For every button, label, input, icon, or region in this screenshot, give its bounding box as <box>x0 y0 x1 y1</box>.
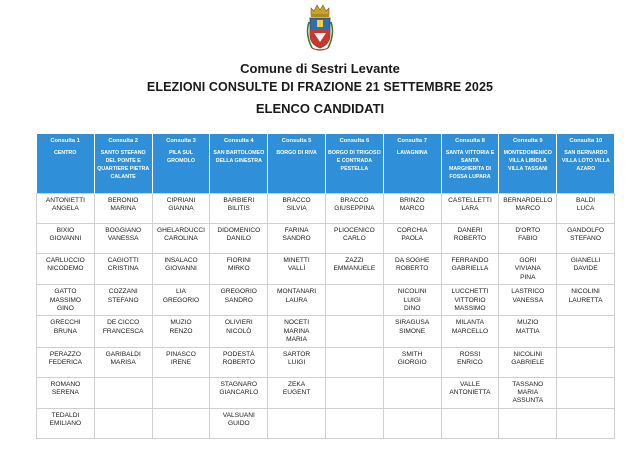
candidate-surname: PINASCO <box>166 350 196 358</box>
candidate-first-name: LUIGI <box>403 296 421 304</box>
empty-cell <box>325 316 383 347</box>
candidate-surname: GRECCHI <box>50 319 81 327</box>
candidate-surname: GIANELLI <box>570 257 601 264</box>
empty-cell <box>441 408 499 438</box>
consulta-header-3: Consulta 3 <box>152 134 210 147</box>
candidate-first-name: FEDERICA <box>48 359 83 367</box>
consulta-area-4: SAN BARTOLOMEO DELLA GINESTRA <box>210 147 268 194</box>
candidates-table <box>36 134 615 439</box>
candidate-first-name: SANDRO <box>224 296 253 304</box>
candidate-first-name: VITTORIO <box>454 296 486 304</box>
candidate-cell <box>94 224 152 254</box>
consulta-header-7: Consulta 7 <box>383 134 441 147</box>
candidate-surname: SARTOR <box>282 350 311 358</box>
candidate-cell <box>94 316 152 347</box>
candidate-cell <box>499 254 557 285</box>
candidate-first-name: CARLO <box>343 235 366 243</box>
candidate-cell <box>152 194 210 224</box>
candidate-surname: STAGNARO <box>220 380 258 388</box>
candidate-first-name: SILVIA <box>286 205 307 213</box>
candidate-surname: GREGORIO <box>220 288 257 296</box>
empty-cell <box>557 316 615 347</box>
candidate-first-name: VIVIANA <box>514 265 541 273</box>
candidate-surname: CIPRIANI <box>166 197 196 204</box>
candidate-surname: BALDI <box>576 197 596 204</box>
candidate-first-name: SERENA <box>51 389 79 397</box>
candidate-cell <box>441 285 499 316</box>
candidate-first-name: SIMONE <box>399 327 426 335</box>
candidate-first-name: LAURA <box>285 296 308 304</box>
candidate-surname: MILANTA <box>455 319 485 327</box>
candidate-cell <box>210 377 268 408</box>
candidate-first-name: NICOLÒ <box>226 327 252 335</box>
candidate-surname: CARLUCCIO <box>45 257 85 264</box>
candidate-surname: ANTONIETTI <box>45 197 85 204</box>
candidate-first-name: IRENE <box>170 359 192 367</box>
empty-cell <box>268 408 326 438</box>
candidate-first-name: MARCO <box>399 205 425 213</box>
election-title: ELEZIONI CONSULTE DI FRAZIONE 21 SETTEMBRE 2025 <box>146 80 494 94</box>
empty-cell <box>94 377 152 408</box>
empty-cell <box>499 408 557 438</box>
table-row <box>37 408 615 438</box>
candidate-first-name: STEFANO <box>107 296 139 304</box>
empty-cell <box>152 408 210 438</box>
consulta-area-3: PILA SUL GROMOLO <box>152 147 210 194</box>
candidate-surname: GHELARDUCCI <box>156 227 205 234</box>
candidate-first-name: BRUNA <box>53 327 77 335</box>
candidate-first-name: CAROLINA <box>164 235 198 243</box>
consulta-number-row <box>37 134 615 147</box>
candidate-first-name: DINO <box>403 305 421 313</box>
consulta-area-1: CENTRO <box>37 147 95 194</box>
candidate-first-name: MARINA <box>283 327 310 335</box>
candidate-first-name: PAOLA <box>401 235 423 243</box>
empty-cell <box>325 377 383 408</box>
candidate-cell <box>152 224 210 254</box>
candidate-first-name: SANDRO <box>282 235 311 243</box>
candidates-body <box>37 194 615 439</box>
candidate-surname: INSALACO <box>164 257 198 264</box>
empty-cell <box>383 408 441 438</box>
candidate-first-name: NICODEMO <box>47 265 84 273</box>
candidate-surname: DIDOMENICO <box>217 227 261 234</box>
candidate-surname: DE CICCO <box>107 319 140 327</box>
candidate-cell <box>210 316 268 347</box>
candidate-cell <box>37 224 95 254</box>
candidate-surname: FIORINI <box>226 257 251 264</box>
candidate-first-name: CRISTINA <box>107 265 139 273</box>
candidate-cell <box>268 224 326 254</box>
candidate-cell <box>383 224 441 254</box>
candidate-cell <box>94 285 152 316</box>
candidate-surname: GARIBALDI <box>105 350 141 358</box>
candidate-first-name: FABIO <box>518 235 538 243</box>
candidate-surname: PLIOCENICO <box>334 227 375 234</box>
candidate-surname: OLIVIERI <box>224 319 253 327</box>
candidate-first-name: GUIDO <box>227 420 250 428</box>
candidate-first-name: GIUSEPPINA <box>334 205 375 213</box>
consulta-area-6: BORGO DI TRIGOSO E CONTRADA PESTELLA <box>325 147 383 194</box>
candidate-surname: MUZIO <box>517 319 539 327</box>
candidate-first-name: BILITIS <box>227 205 250 213</box>
candidate-cell <box>441 224 499 254</box>
candidate-surname: PERAZZO <box>49 350 81 358</box>
candidate-surname: BOGGIANO <box>105 227 142 234</box>
candidate-surname: MUZIO <box>170 319 192 327</box>
candidate-surname: NICOLINI <box>397 288 427 296</box>
candidate-first-name: EUGENT <box>282 389 311 397</box>
candidate-surname: MINETTI <box>283 257 310 264</box>
candidate-first-name: GIANCARLO <box>219 389 259 397</box>
empty-cell <box>557 408 615 438</box>
candidate-first-name: MARIA <box>517 389 539 397</box>
candidate-first-name: MARINA <box>110 205 137 213</box>
candidate-first-name: GREGORIO <box>162 296 200 304</box>
empty-cell <box>325 408 383 438</box>
candidate-first-name: ENRICO <box>457 359 483 367</box>
candidate-first-name: EMMANUELE <box>333 265 376 273</box>
empty-cell <box>383 377 441 408</box>
empty-cell <box>152 377 210 408</box>
candidate-cell <box>441 194 499 224</box>
candidate-surname: BRINZO <box>399 197 425 204</box>
candidate-cell <box>325 224 383 254</box>
candidate-surname: SMITH <box>401 350 423 358</box>
consulta-header-4: Consulta 4 <box>210 134 268 147</box>
candidate-first-name: MARIA <box>286 336 308 344</box>
candidate-first-name: GIOVANNI <box>165 265 197 273</box>
candidate-first-name: GIANNA <box>168 205 194 213</box>
candidate-first-name: PINA <box>520 273 536 281</box>
candidate-surname: BERNARDELLO <box>503 197 553 204</box>
consulta-header-10: Consulta 10 <box>557 134 615 147</box>
candidate-surname: LUCCHETTI <box>451 288 489 296</box>
candidate-cell <box>210 254 268 285</box>
candidate-cell <box>499 347 557 377</box>
candidate-cell <box>268 254 326 285</box>
candidate-first-name: GINO <box>56 305 74 313</box>
candidate-cell <box>210 408 268 438</box>
candidate-surname: MONTANARI <box>277 288 317 296</box>
consulta-header-8: Consulta 8 <box>441 134 499 147</box>
table-row <box>37 377 615 408</box>
candidate-cell <box>37 316 95 347</box>
empty-cell <box>94 408 152 438</box>
empty-cell <box>557 377 615 408</box>
table-row <box>37 254 615 285</box>
candidate-surname: ZEKA <box>287 380 306 388</box>
candidate-surname: LIA <box>176 288 186 296</box>
candidate-cell <box>383 347 441 377</box>
candidate-first-name: MARISA <box>110 359 136 367</box>
candidate-surname: BERONIO <box>107 197 139 204</box>
page-title-block <box>0 60 640 118</box>
candidate-cell <box>152 285 210 316</box>
candidate-surname: NICOLINI <box>513 350 543 358</box>
candidate-cell <box>37 254 95 285</box>
consulta-area-5: BORGO DI RIVA <box>268 147 326 194</box>
candidate-first-name: MASSIMO <box>49 296 81 304</box>
candidate-first-name: GABRIELE <box>511 359 545 367</box>
candidate-cell <box>152 316 210 347</box>
candidate-surname: SIRAGUSA <box>395 319 430 327</box>
candidate-list-title: ELENCO CANDIDATI <box>255 101 385 116</box>
candidate-surname: LASTRICO <box>511 288 545 296</box>
candidate-surname: GORI <box>519 257 537 264</box>
candidate-first-name: ANTONIETTA <box>449 389 491 397</box>
candidate-cell <box>557 224 615 254</box>
candidate-surname: DA SOGHE <box>394 257 430 264</box>
candidate-first-name: ROBERTO <box>395 265 429 273</box>
candidate-cell <box>441 316 499 347</box>
candidate-first-name: RENZO <box>169 327 193 335</box>
candidate-surname: PODESTÀ <box>223 350 255 358</box>
candidate-cell <box>94 254 152 285</box>
candidate-surname: BRACCO <box>340 197 369 204</box>
candidate-first-name: LAURETTA <box>568 296 603 304</box>
candidate-first-name: DANILO <box>226 235 252 243</box>
candidate-cell <box>441 347 499 377</box>
candidate-cell <box>557 285 615 316</box>
candidate-cell <box>152 347 210 377</box>
candidate-surname: NOCETI <box>284 319 310 327</box>
consulta-header-2: Consulta 2 <box>94 134 152 147</box>
consulta-area-9: MONTEDOMENICO VILLA LIBIOLA VILLA TASSANI <box>499 147 557 194</box>
candidate-first-name: LARA <box>461 205 479 213</box>
candidate-first-name: VANESSA <box>512 296 544 304</box>
candidate-cell <box>210 194 268 224</box>
candidate-surname: VALSUANI <box>222 411 255 419</box>
candidate-cell <box>499 285 557 316</box>
candidate-cell <box>210 224 268 254</box>
candidate-first-name: ROBERTO <box>222 359 255 367</box>
candidate-first-name: VALLÌ <box>287 265 306 273</box>
candidate-cell <box>268 316 326 347</box>
candidate-cell <box>441 254 499 285</box>
candidate-surname: BRACCO <box>282 197 311 204</box>
table-row <box>37 347 615 377</box>
candidate-surname: GANDOLFO <box>567 227 605 234</box>
candidate-first-name: ANGELA <box>52 205 79 213</box>
candidate-surname: DANERI <box>457 227 483 234</box>
candidate-cell <box>325 254 383 285</box>
consulta-area-7: LAVAGNINA <box>383 147 441 194</box>
municipal-crest-icon <box>304 2 336 54</box>
candidate-surname: NICOLINI <box>571 288 600 296</box>
empty-cell <box>325 285 383 316</box>
candidate-surname: FERRANDO <box>451 257 489 264</box>
table-row <box>37 285 615 316</box>
consulta-header-9: Consulta 9 <box>499 134 557 147</box>
candidate-cell <box>499 377 557 408</box>
candidate-first-name: MASSIMO <box>454 305 486 313</box>
candidate-cell <box>268 377 326 408</box>
candidate-cell <box>37 285 95 316</box>
candidate-cell <box>37 194 95 224</box>
candidate-cell <box>557 194 615 224</box>
consulta-area-row <box>37 147 615 194</box>
candidate-first-name: GIORGIO <box>397 359 427 367</box>
candidate-first-name: STEFANO <box>570 235 601 243</box>
candidate-cell <box>268 347 326 377</box>
candidate-surname: FARINA <box>284 227 309 234</box>
candidate-surname: CORCHIA <box>396 227 428 234</box>
candidate-surname: ZAZZI <box>345 257 364 264</box>
consulta-area-10: SAN BERNARDO VILLA LOTO VILLA AZARO <box>557 147 615 194</box>
table-row <box>37 194 615 224</box>
candidate-surname: COZZANI <box>108 288 138 296</box>
candidate-cell <box>37 408 95 438</box>
candidate-first-name: GABRIELLA <box>451 265 489 273</box>
candidate-first-name: GIOVANNI <box>49 235 82 243</box>
candidate-cell <box>441 377 499 408</box>
candidate-surname: TASSANO <box>512 380 544 388</box>
empty-cell <box>557 347 615 377</box>
candidate-cell <box>210 347 268 377</box>
table-row <box>37 316 615 347</box>
candidate-first-name: MARCELLO <box>451 327 489 335</box>
candidate-cell <box>37 347 95 377</box>
candidate-surname: BARBIERI <box>223 197 255 204</box>
consulta-header-6: Consulta 6 <box>325 134 383 147</box>
candidate-cell <box>94 194 152 224</box>
candidate-surname: CAGIOTTI <box>107 257 139 264</box>
consulta-area-8: SANTA VITTORIA E SANTA MARGHERITA DI FOSSA LUPARA <box>441 147 499 194</box>
empty-cell <box>325 347 383 377</box>
municipality-name: Comune di Sestri Levante <box>240 61 400 76</box>
candidate-surname: ROMANO <box>50 380 81 388</box>
candidate-first-name: EMILIANO <box>49 420 82 428</box>
candidate-cell <box>94 347 152 377</box>
candidate-first-name: MARCO <box>515 205 541 213</box>
candidate-first-name: ROBERTO <box>453 235 487 243</box>
candidate-cell <box>268 194 326 224</box>
candidate-surname: VALLE <box>459 380 480 388</box>
candidate-cell <box>499 224 557 254</box>
candidate-cell <box>37 377 95 408</box>
candidate-cell <box>268 285 326 316</box>
candidate-first-name: LUIGI <box>287 359 306 367</box>
candidate-surname: BIXIO <box>56 227 75 234</box>
candidate-first-name: ASSUNTA <box>512 397 544 405</box>
candidate-first-name: FRANCESCA <box>102 327 144 335</box>
candidate-cell <box>383 254 441 285</box>
candidate-cell <box>152 254 210 285</box>
candidate-first-name: VANESSA <box>107 235 139 243</box>
candidate-cell <box>383 316 441 347</box>
candidate-surname: CASTELLETTI <box>448 197 492 204</box>
candidate-cell <box>499 194 557 224</box>
candidate-cell <box>557 254 615 285</box>
candidate-cell <box>383 285 441 316</box>
candidate-cell <box>383 194 441 224</box>
candidate-surname: TEDALDI <box>51 411 80 419</box>
consulta-area-2: SANTO STEFANO DEL PONTE E QUARTIERE PIETRA CALANTE <box>94 147 152 194</box>
candidate-surname: D'ORTO <box>515 227 541 234</box>
consulta-header-5: Consulta 5 <box>268 134 326 147</box>
candidate-cell <box>210 285 268 316</box>
candidate-first-name: MATTIA <box>515 327 540 335</box>
candidate-cell <box>499 316 557 347</box>
candidate-first-name: DAVIDE <box>573 265 598 273</box>
consulta-header-1: Consulta 1 <box>37 134 95 147</box>
candidate-first-name: LUCA <box>576 205 595 213</box>
candidate-surname: GATTO <box>54 288 77 296</box>
table-row <box>37 224 615 254</box>
candidate-surname: ROSSI <box>459 350 481 358</box>
candidate-cell <box>325 194 383 224</box>
candidate-first-name: MIRKO <box>227 265 250 273</box>
